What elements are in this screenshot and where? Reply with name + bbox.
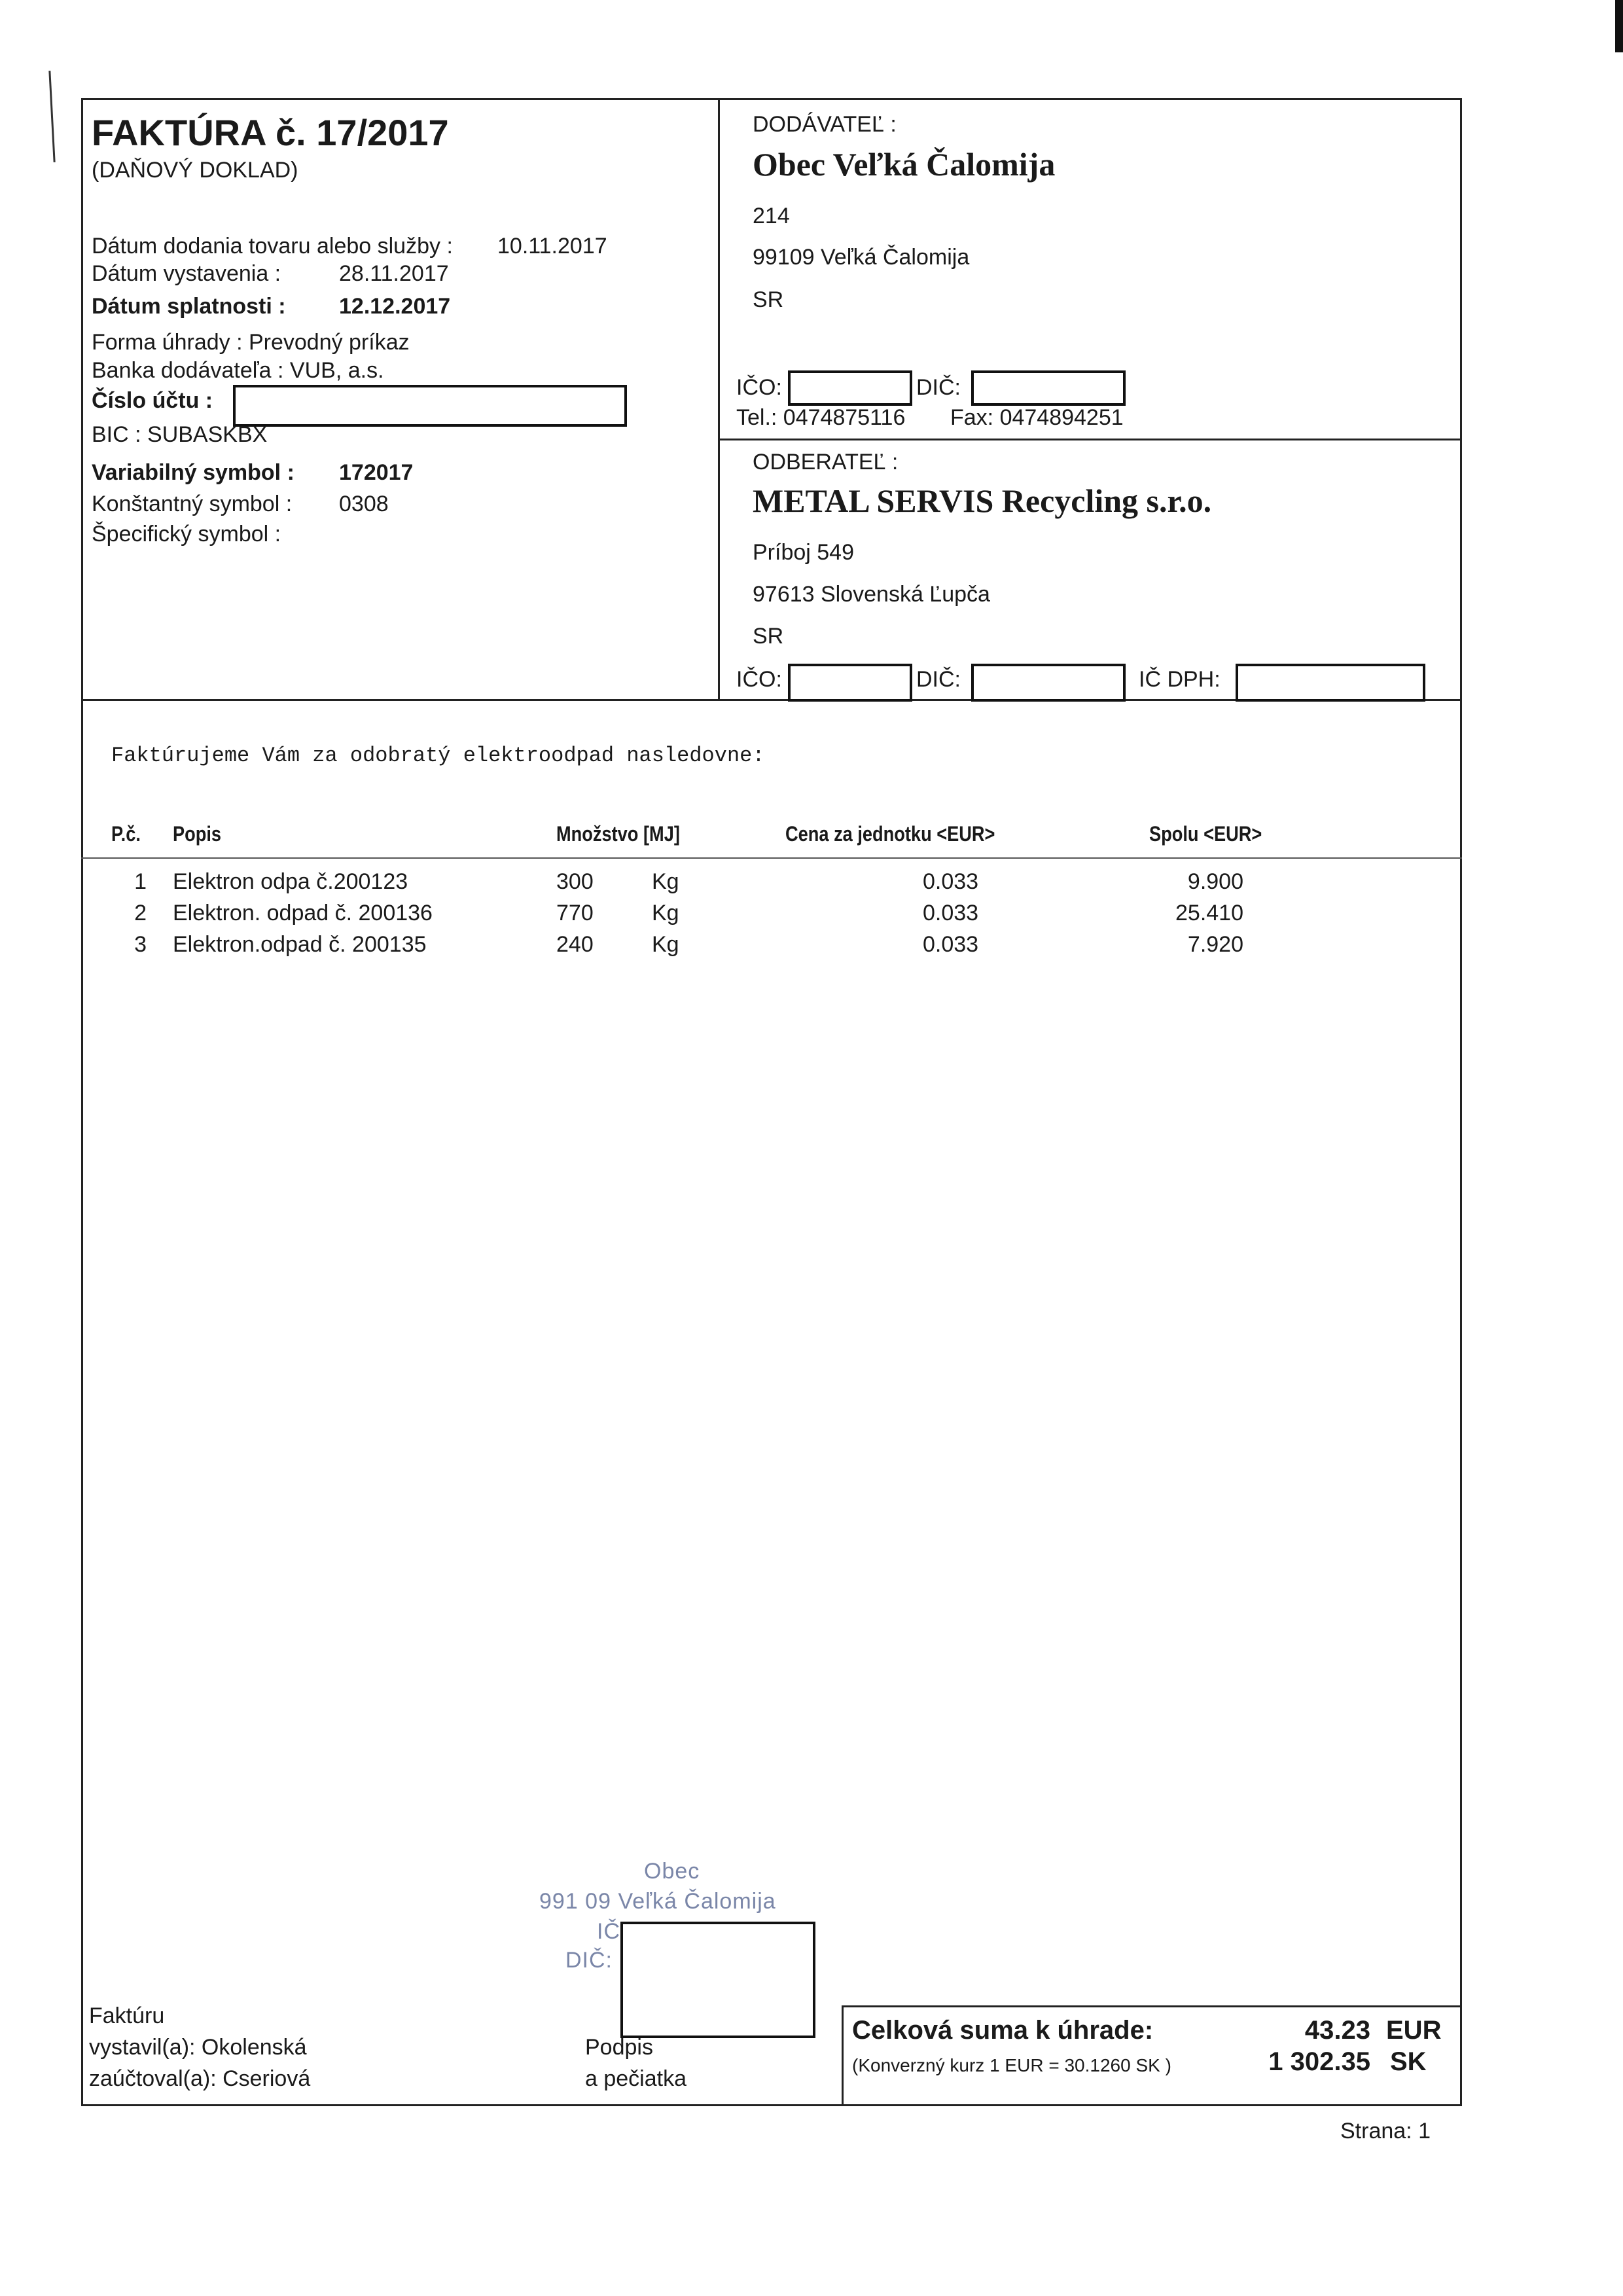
variable-symbol-label: Variabilný symbol : [92, 460, 294, 485]
total-box-top [842, 2005, 1462, 2007]
column-header-unit-price: Cena za jednotku <EUR> [785, 822, 995, 846]
frame-middle [718, 98, 720, 700]
supplier-ico-redaction [788, 370, 912, 406]
issue-date-label: Dátum vystavenia : [92, 261, 281, 286]
supplier-city: 99109 Veľká Čalomija [753, 245, 970, 270]
stamp-line-address: 991 09 Veľká Čalomija [539, 1889, 776, 1914]
invoice-title: FAKTÚRA č. 17/2017 [92, 112, 449, 153]
account-number-redaction [233, 385, 627, 427]
total-eur-amount: 43.23 [1304, 2016, 1370, 2045]
row-number: 1 [134, 869, 147, 894]
customer-dic-label: DIČ: [916, 667, 961, 692]
row-unit-price: 0.033 [923, 869, 979, 894]
row-total: 7.920 [1187, 932, 1243, 957]
row-description: Elektron. odpad č. 200136 [173, 901, 433, 925]
supplier-ico-label: IČO: [736, 375, 782, 400]
customer-country: SR [753, 624, 784, 649]
constant-symbol-value: 0308 [339, 492, 389, 516]
footer-invoice-word: Faktúru [89, 2003, 165, 2028]
row-unit: Kg [652, 901, 679, 925]
frame-right-lower [1460, 699, 1462, 2106]
due-date-label: Dátum splatnosti : [92, 294, 286, 319]
supplier-dic-redaction [971, 370, 1126, 406]
supplier-heading: DODÁVATEĽ : [753, 112, 897, 137]
customer-icdph-redaction [1236, 664, 1425, 702]
conversion-rate: (Konverzný kurz 1 EUR = 30.1260 SK ) [852, 2055, 1171, 2075]
supplier-phone: Tel.: 0474875116 [736, 405, 906, 430]
issue-date-value: 28.11.2017 [339, 261, 449, 286]
frame-right [1460, 98, 1462, 700]
row-unit: Kg [652, 932, 679, 957]
signature-label-seal: a pečiatka [585, 2066, 687, 2091]
footer-issued-by: vystavil(a): Okolenská [89, 2035, 307, 2060]
customer-icdph-label: IČ DPH: [1139, 667, 1221, 692]
account-number-label: Číslo účtu : [92, 388, 213, 413]
due-date-value: 12.12.2017 [339, 294, 451, 319]
stamp-line-ico: IČ [597, 1919, 620, 1944]
customer-street: Príboj 549 [753, 540, 854, 565]
payment-method: Forma úhrady : Prevodný príkaz [92, 330, 410, 355]
row-quantity: 770 [556, 901, 594, 925]
column-header-total: Spolu <EUR> [1149, 822, 1262, 846]
total-box-left [842, 2005, 844, 2106]
total-sk-amount: 1 302.35 [1268, 2047, 1370, 2076]
row-unit: Kg [652, 869, 679, 894]
column-header-description: Popis [173, 822, 222, 846]
scan-mark [48, 71, 55, 162]
customer-city: 97613 Slovenská Ľupča [753, 582, 990, 607]
stamp-line-dic: DIČ: [565, 1948, 613, 1973]
intro-text: Faktúrujeme Vám za odobratý elektroodpad nasledovne: [111, 744, 765, 768]
delivery-date-label: Dátum dodania tovaru alebo služby : [92, 234, 453, 259]
customer-ico-label: IČO: [736, 667, 782, 692]
table-header-rule [81, 857, 1462, 859]
row-total: 25.410 [1175, 901, 1243, 925]
total-eur-currency: EUR [1386, 2016, 1442, 2045]
customer-heading: ODBERATEĽ : [753, 450, 899, 475]
frame-left [81, 98, 83, 700]
customer-ico-redaction [788, 664, 912, 702]
supplier-customer-divider [718, 439, 1462, 440]
page-number: Strana: 1 [1340, 2119, 1431, 2144]
stamp-redaction [620, 1922, 815, 2038]
row-number: 2 [134, 901, 147, 925]
variable-symbol-value: 172017 [339, 460, 414, 485]
scan-edge [1615, 0, 1623, 52]
supplier-street: 214 [753, 204, 790, 228]
frame-top [81, 98, 1462, 100]
supplier-country: SR [753, 287, 784, 312]
customer-dic-redaction [971, 664, 1126, 702]
invoice-subtitle: (DAŇOVÝ DOKLAD) [92, 158, 298, 183]
frame-footer-bottom [81, 2104, 1462, 2106]
supplier-fax: Fax: 0474894251 [950, 405, 1124, 430]
row-description: Elektron.odpad č. 200135 [173, 932, 427, 957]
row-unit-price: 0.033 [923, 932, 979, 957]
specific-symbol-label: Špecifický symbol : [92, 522, 281, 547]
customer-name: METAL SERVIS Recycling s.r.o. [753, 482, 1212, 519]
stamp-line-municipality: Obec [644, 1859, 700, 1884]
frame-left-lower [81, 699, 83, 2106]
signature-label: Podpis [585, 2035, 653, 2060]
column-header-quantity: Množstvo [MJ] [556, 822, 680, 846]
bic-code: BIC : SUBASKBX [92, 422, 268, 447]
total-label: Celková suma k úhrade: [852, 2016, 1154, 2045]
column-header-number: P.č. [111, 822, 141, 846]
row-quantity: 240 [556, 932, 594, 957]
footer-booked-by: zaúčtoval(a): Cseriová [89, 2066, 311, 2091]
total-sk-currency: SK [1390, 2047, 1427, 2076]
row-unit-price: 0.033 [923, 901, 979, 925]
delivery-date-value: 10.11.2017 [497, 234, 607, 259]
row-description: Elektron odpa č.200123 [173, 869, 408, 894]
bank-name: Banka dodávateľa : VUB, a.s. [92, 358, 384, 383]
row-number: 3 [134, 932, 147, 957]
constant-symbol-label: Konštantný symbol : [92, 492, 293, 516]
supplier-name: Obec Veľká Čalomija [753, 146, 1056, 183]
row-quantity: 300 [556, 869, 594, 894]
row-total: 9.900 [1187, 869, 1243, 894]
supplier-dic-label: DIČ: [916, 375, 961, 400]
